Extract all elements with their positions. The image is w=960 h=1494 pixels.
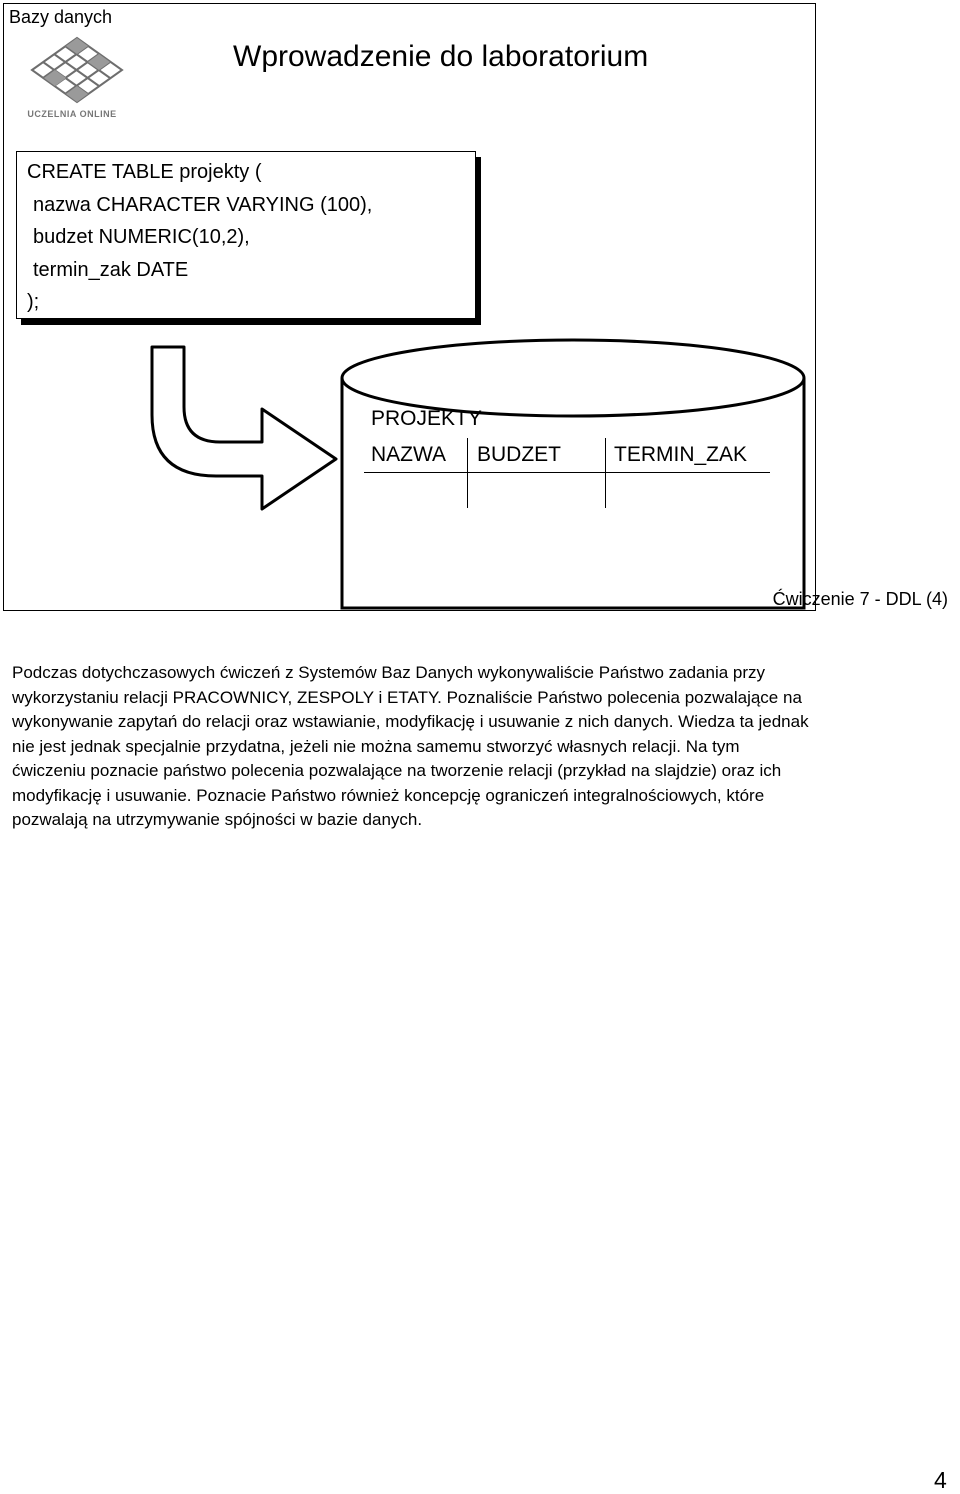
sql-line: budzet NUMERIC(10,2),	[33, 226, 250, 248]
column-header-nazwa: NAZWA	[371, 443, 447, 466]
university-logo	[22, 30, 142, 140]
slide-title: Wprowadzenie do laboratorium	[233, 40, 649, 73]
sql-line: termin_zak DATE	[33, 258, 189, 281]
column-divider	[467, 438, 468, 508]
logo-text: UCZELNIA ONLINE	[27, 109, 117, 119]
database-cylinder-icon	[338, 336, 808, 611]
column-divider	[605, 438, 606, 508]
column-header-budzet: BUDZET	[477, 443, 561, 466]
column-header-termin-zak: TERMIN_ZAK	[614, 443, 748, 466]
page-number: 4	[934, 1467, 947, 1493]
sql-line: nazwa CHARACTER VARYING (100),	[33, 193, 373, 216]
curved-arrow-icon	[150, 345, 340, 515]
table-header-rule	[364, 472, 770, 473]
table-name: PROJEKTY	[371, 407, 482, 430]
logo-grid-icon	[22, 30, 132, 110]
sql-code-box	[16, 151, 476, 319]
sql-line: CREATE TABLE projekty (	[27, 161, 262, 183]
description-paragraph: Podczas dotychczasowych ćwiczeń z Systemów Baz Danych wykonywaliście Państwo zadania przy wykorzystaniu relacji PRACOWNICY, ZESPOLY i ETATY. Poznaliście Państwo polecenia pozwalające na wykonywanie zapytań do relacji oraz wstawianie, modyfikację i usuwanie z nich danych. Wiedza ta jednak nie jest jednak specjalnie przydatna, jeżeli nie można samemu stworzyć własnych relacji. Na tym ćwiczeniu poznacie państwo polecenia pozwalające na tworzenie relacji (przykład na slajdzie) oraz ich modyfikację i usuwanie. Poznacie Państwo również koncepcję ograniczeń integralnościowych, które pozwalają na utrzymywanie spójności w bazie danych.	[12, 663, 809, 829]
slide-caption: Ćwiczenie 7 - DDL (4)	[772, 589, 948, 609]
sql-line: );	[27, 291, 40, 313]
course-label: Bazy danych	[9, 7, 113, 27]
